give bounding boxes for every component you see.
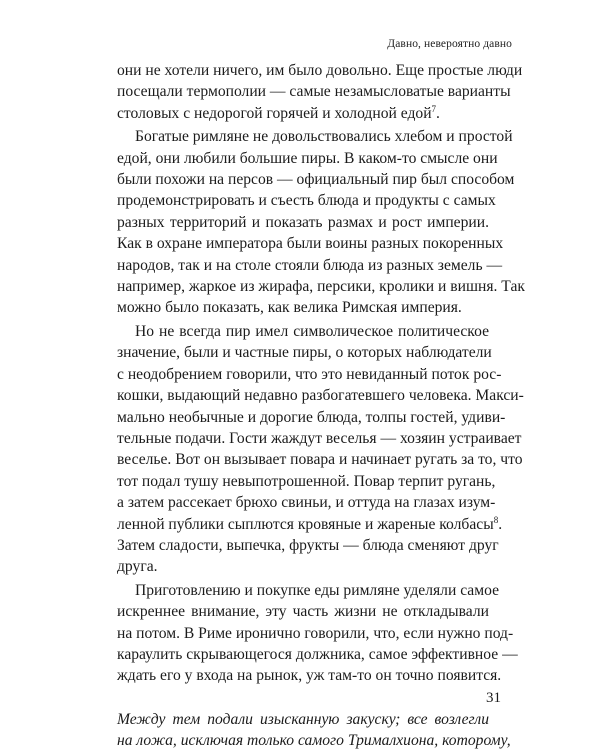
text-line: Но не всегда пир имел символическое политическое bbox=[135, 322, 489, 340]
text-line: веселье. Вот он вызывает повара и начинает ругать за то, что bbox=[117, 451, 523, 469]
text-line: кошки, выдающий недавно разбогатевшего человека. Макси- bbox=[117, 387, 524, 405]
text-line: друга. bbox=[117, 558, 158, 576]
text-line: мально необычные и дорогие блюда, толпы гостей, удиви- bbox=[117, 408, 506, 426]
text-line bbox=[117, 514, 503, 535]
text-line: Затем сладости, выпечка, фрукты — блюда сменяют друг bbox=[117, 536, 499, 554]
text-line: тот подал тушу невыпотрошенной. Повар терпит ругань, bbox=[117, 472, 496, 490]
text-line: например, жаркое из жирафа, персики, кролики и вишня. Так bbox=[117, 278, 525, 296]
page-number: 31 bbox=[486, 690, 501, 706]
text-line: были похожи на персов — официальный пир был способом bbox=[117, 171, 515, 189]
text-line: разных территорий и показать размах и рост империи. bbox=[117, 213, 489, 231]
running-head: Давно, невероятно давно bbox=[387, 38, 512, 50]
footnote-ref[interactable]: 7 bbox=[431, 103, 437, 114]
text-line: на потом. В Риме иронично говорили, что, если нужно под- bbox=[117, 624, 514, 642]
text-line: с неодобрением говорили, что это невиданный поток рос- bbox=[117, 365, 502, 383]
text-line: народов, так и на столе стояли блюда из разных земель — bbox=[117, 256, 503, 274]
text-line: посещали термополии — самые незамысловатые варианты bbox=[117, 83, 511, 101]
paragraph bbox=[117, 126, 525, 319]
line-punct: . bbox=[436, 104, 440, 122]
text-line: они не хотели ничего, им было довольно. Еще простые люди bbox=[117, 62, 523, 79]
text-line: а затем рассекает брюхо свиньи, и оттуда на глазах изум- bbox=[117, 494, 496, 512]
line-text: ленной публики сыплются кровяные и жареные колбасы bbox=[117, 515, 494, 533]
text-line: искреннее внимание, эту часть жизни не откладывали bbox=[117, 603, 489, 621]
text-line: едой, они любили большие пиры. В каком-то смысле они bbox=[117, 149, 498, 167]
paragraph bbox=[117, 580, 518, 687]
line-punct: . bbox=[498, 515, 503, 533]
text-line: караулить скрывающегося должника, самое эффективное — bbox=[117, 645, 518, 663]
quote-line: на ложа, исключая только самого Трималхиона, которому, bbox=[117, 732, 511, 750]
footnote-ref[interactable]: 8 bbox=[493, 514, 499, 525]
text-line: значение, были и частные пиры, о которых наблюдатели bbox=[117, 344, 492, 362]
text-line: ждать его у входа на рынок, уж там-то он точно появится. bbox=[117, 667, 502, 685]
text-line: можно было показать, как велика Римская империя. bbox=[117, 299, 462, 317]
text-line: Богатые римляне не довольствовались хлебом и простой bbox=[135, 128, 513, 146]
quote-line: Между тем подали изысканную закуску; все возлегли bbox=[117, 710, 489, 728]
text-line: Приготовлению и покупке еды римляне уделяли самое bbox=[135, 581, 500, 599]
text-line bbox=[117, 103, 489, 124]
text-line: тельные подачи. Гости жаждут веселья — хозяин устраивает bbox=[117, 429, 522, 447]
block-quote bbox=[117, 709, 511, 752]
line-text: столовых с недорогой горячей и холодной едой bbox=[117, 104, 432, 122]
text-line: продемонстрировать и съесть блюда и продукты с самых bbox=[117, 192, 496, 210]
paragraph bbox=[117, 321, 524, 578]
text-line: Как в охране императора были воины разных покоренных bbox=[117, 235, 504, 253]
paragraph bbox=[117, 60, 523, 124]
